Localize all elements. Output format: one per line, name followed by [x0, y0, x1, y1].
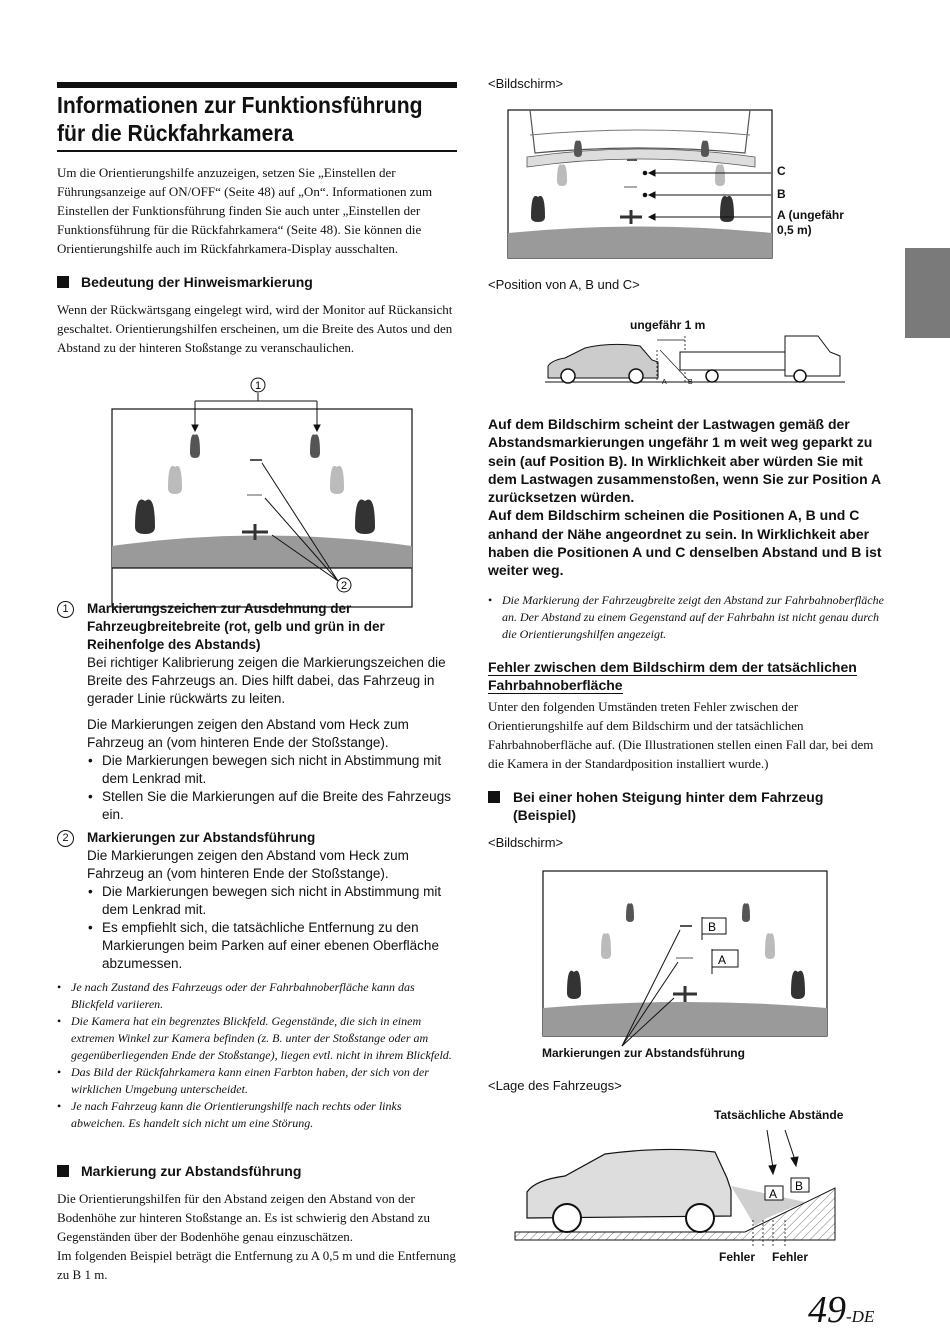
bold-explanation — [488, 415, 888, 580]
width-markers — [135, 434, 375, 534]
bumper-area — [543, 1002, 827, 1036]
item-1-bullet-2: • Stellen Sie die Markierungen auf die Breite des Fahrzeugs ein. — [87, 788, 457, 824]
width-markers — [567, 903, 805, 999]
actual-distances-label: Tatsächliche Abstände — [714, 1108, 844, 1122]
item-2-text: Die Markierungen zeigen den Abstand vom Heck zum Fahrzeug an (vom hinteren Ende der Stoßstange). — [87, 848, 409, 881]
page-title: Informationen zur Funktionsführung für die Rückfahrkamera — [57, 92, 423, 146]
item-1-bullet-1: • Die Markierungen bewegen sich nicht in Abstimmung mit dem Lenkrad mit. — [87, 752, 457, 788]
truck-label-b: B — [688, 379, 693, 386]
page-number: 49-DE — [808, 1289, 875, 1331]
item-2-bullet-2: • Es empfiehlt sich, die tatsächliche Entfernung zu den Markierungen beim Parken auf einer ebenen Oberfläche abzumessen. — [87, 919, 457, 973]
item-1-text1: Bei richtiger Kalibrierung zeigen die Markierungszeichen die Breite des Fahrzeugs an. Dies hilft dabei, das Fahrzeug in gerader Linie rückwärts zu leiten. — [87, 655, 446, 706]
bold-text-2: Auf dem Bildschirm scheinen die Positionen A, B und C anhand der Nähe angeordnet zu sein. In Wirklichkeit aber haben die Positionen A und C denselben Abstand und B ist weiter weg. — [488, 507, 882, 579]
vehicle-position-label: <Lage des Fahrzeugs> — [488, 1078, 622, 1093]
label-a: A (ungefähr 0,5 m) — [777, 208, 844, 237]
slope-label-a: A — [769, 1187, 778, 1201]
section-heading-meaning: Bedeutung der Hinweismarkierung — [57, 273, 457, 291]
intro-paragraph: Um die Orientierungshilfe anzuzeigen, setzen Sie „Einstellen der Führungsanzeige auf ON/OFF“ (Seite 48) auf „On“. Informationen zum Einstellen der Funktionsführung finden Sie auch unter „Einstellen der Funktionsführung für die Rückfahrkamera“ (Seite 48). Sie können die Orientierungshilfe auch im Rückfahrkamera-Display ausschalten. — [57, 165, 433, 256]
approx-1m-label: ungefähr 1 m — [630, 318, 706, 332]
guide-marker-diagram — [100, 375, 430, 595]
title-bottom-rule — [57, 150, 457, 152]
error-label-1: Fehler — [719, 1250, 756, 1264]
position-label: <Position von A, B und C> — [488, 277, 640, 292]
error-label-2: Fehler — [772, 1250, 809, 1264]
truck-outline — [530, 110, 750, 153]
note-4: • Je nach Fahrzeug kann die Orientierungshilfe nach rechts oder links abweichen. Es handelt sich nicht um eine Störung. — [57, 1098, 457, 1132]
section-heading-distance: Markierung zur Abstandsführung — [57, 1162, 457, 1180]
truck-cab — [785, 336, 840, 376]
chapter-tab — [905, 248, 950, 338]
bold-text-1: Auf dem Bildschirm scheint der Lastwagen gemäß der Abstandsmarkierungen ungefähr 1 m weit weg geparkt zu sein (auf Position B). In Wirklichkeit aber würden Sie mit dem Lastwagen zusammenstoßen, wenn Sie zur Position A zurücksetzen würden. — [488, 416, 881, 506]
label-b: B — [777, 187, 786, 201]
label-c: C — [777, 164, 786, 178]
section2-paragraph — [57, 1189, 457, 1284]
slope-heading: Bei einer hohen Steigung hinter dem Fahrzeug (Beispiel) — [488, 788, 888, 824]
item-2-number: 2 — [57, 830, 74, 847]
item-1 — [57, 600, 457, 824]
callout-2-text: 2 — [340, 580, 348, 592]
screen-label: <Bildschirm> — [488, 76, 564, 91]
heading-square-icon — [488, 791, 500, 803]
actual-arrows — [767, 1130, 798, 1174]
right-note-text: • Die Markierung der Fahrzeugbreite zeigt den Abstand zur Fahrbahnoberfläche an. Der Abstand zu einem Gegenstand auf der Fahrbahn ist nicht genau durch die Orientierungshilfen angezeigt. — [488, 592, 888, 643]
bumper-area — [112, 536, 412, 569]
item-1-heading: Markierungszeichen zur Ausdehnung der Fahrzeugbreitebreite (rot, gelb und grün in der Reihenfolge des Abstands) — [87, 601, 385, 652]
screen-diagram-abc — [505, 105, 775, 265]
slope-screen-diagram — [540, 868, 830, 1068]
section1-paragraph: Wenn der Rückwärtsgang eingelegt wird, wird der Monitor auf Rückansicht geschaltet. Orientierungshilfen erscheinen, um die Breite des Autos und den Abstand zu der hinteren Stoßstange zu veranschaulichen. — [57, 302, 453, 355]
heading-square-icon — [57, 1165, 69, 1177]
screen-label-2: <Bildschirm> — [488, 835, 564, 850]
bumper-area — [508, 227, 772, 259]
note-1: • Je nach Zustand des Fahrzeugs oder der Fahrbahnoberfläche kann das Blickfeld variieren. — [57, 979, 457, 1013]
flag-a-label: A — [718, 953, 727, 967]
vehicle-slope-illustration — [505, 1120, 845, 1260]
note-3: • Das Bild der Rückfahrkamera kann einen Farbton haben, der sich von der wirklichen Umgebung unterscheidet. — [57, 1064, 457, 1098]
note-2: • Die Kamera hat ein begrenztes Blickfeld. Gegenstände, die sich in einem extremen Winkel zur Kamera befinden (z. B. unter der Stoßstange oder am gegenüberliegenden Ende der Stoßstange), liegen evtl. nicht in ihrem Blickfeld. — [57, 1013, 457, 1064]
notes-list — [57, 979, 457, 1132]
item-2 — [57, 829, 457, 973]
distance-markers — [620, 160, 642, 224]
flag-b-label: B — [708, 920, 717, 934]
heading-square-icon — [57, 276, 69, 288]
position-arrows — [643, 170, 771, 220]
slope-label-b: B — [795, 1179, 804, 1193]
callout-1-text: 1 — [254, 380, 262, 392]
error-paragraph: Unter den folgenden Umständen treten Fehler zwischen der Orientierungshilfe auf dem Bildschirm und der tatsächlichen Fahrbahnoberfläche auf. (Die Illustrationen stellen einen Fall dar, bei dem die Kamera in der Standardposition installiert wurde.) — [488, 699, 874, 771]
title-top-rule — [57, 82, 457, 88]
distance-markers — [242, 460, 268, 540]
error-heading: Fehler zwischen dem Bildschirm dem der tatsächlichen Fahrbahnoberfläche — [488, 659, 857, 693]
truck-label-a: A — [662, 379, 667, 386]
section2-text1: Die Orientierungshilfen für den Abstand zeigen den Abstand von der Bodenhöhe zur hinteren Stoßstange an. Es ist schwierig den Abstand zu Gegenständen über der Bodenhöhe genau einzuschätzen. — [57, 1191, 430, 1244]
item-2-bullet-1: • Die Markierungen bewegen sich nicht in Abstimmung mit dem Lenkrad mit. — [87, 883, 457, 919]
section2-text2: Im folgenden Beispiel beträgt die Entfernung zu A 0,5 m und die Entfernung zu B 1 m. — [57, 1248, 456, 1282]
item-1-number: 1 — [57, 601, 74, 618]
item-1-text2: Die Markierungen zeigen den Abstand vom Heck zum Fahrzeug an (vom hinteren Ende der Stoßstange). — [87, 717, 409, 750]
right-note — [488, 592, 888, 643]
markers-caption: Markierungen zur Abstandsführung — [542, 1046, 745, 1060]
item-2-heading: Markierungen zur Abstandsführung — [87, 830, 316, 845]
car-truck-illustration — [540, 330, 850, 390]
